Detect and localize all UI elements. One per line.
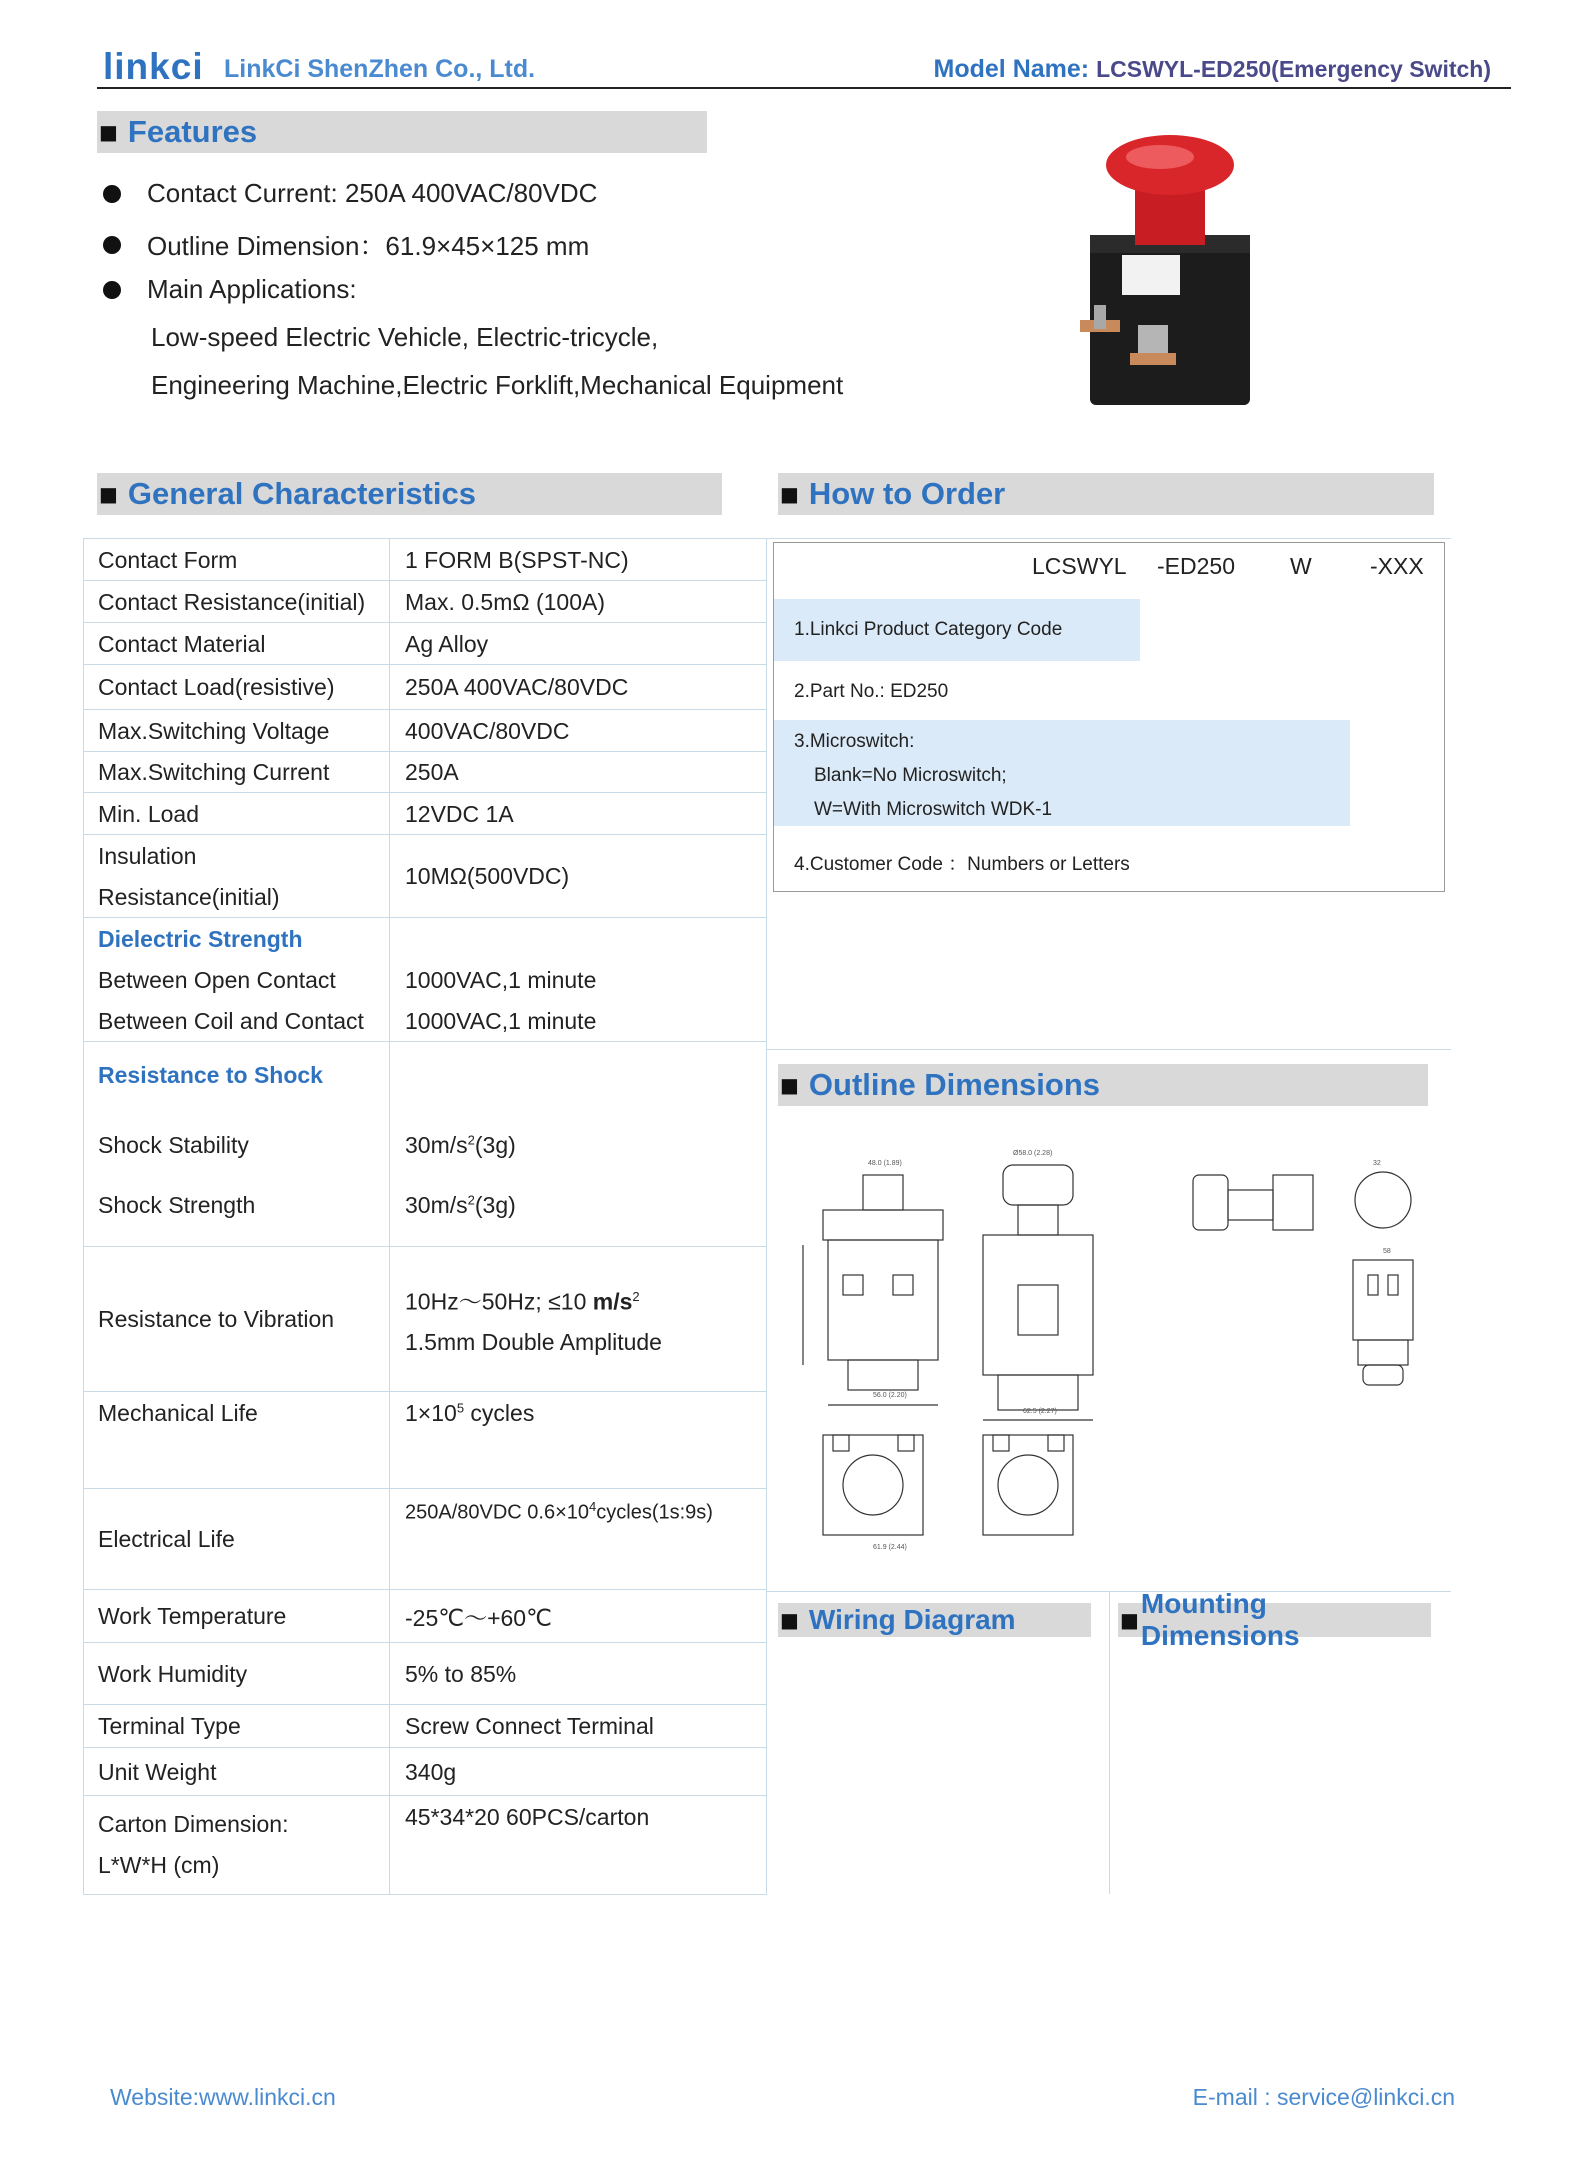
- header-divider: [97, 87, 1511, 89]
- row-label: Max.Switching Current: [98, 759, 330, 785]
- table-row: [83, 1246, 767, 1392]
- order-item: W=With Microswitch WDK-1: [814, 799, 1053, 820]
- row-label: Mechanical Life: [98, 1400, 258, 1426]
- svg-text:62.5 (2.27): 62.5 (2.27): [1023, 1408, 1057, 1415]
- frame-line: [1109, 1591, 1110, 1894]
- order-highlight: [774, 716, 1250, 717]
- model-value: LCSWYL-ED250(Emergency Switch): [1096, 56, 1491, 82]
- frame-line: [767, 1049, 1451, 1050]
- order-highlight: [774, 661, 1250, 662]
- order-item: 2.Part No.: ED250: [794, 681, 949, 702]
- application-line: Engineering Machine,Electric Forklift,Mechanical Equipment: [151, 370, 844, 400]
- table-row: [83, 1391, 767, 1489]
- row-label-line: Resistance(initial): [98, 883, 280, 910]
- bullet-square-icon: ■: [780, 482, 799, 506]
- mounting-title: Mounting Dimensions: [1140, 1588, 1300, 1651]
- row-label-line: Insulation: [98, 842, 197, 869]
- row-label-line: Carton Dimension:: [98, 1811, 289, 1837]
- feature-text: Outline Dimension：61.9×45×125 mm: [147, 231, 590, 261]
- table-row: [83, 664, 767, 710]
- row-value: 45*34*20 60PCS/carton: [405, 1804, 650, 1830]
- row-value: 250A 400VAC/80VDC: [405, 674, 629, 700]
- wiring-section-bar: [778, 1603, 1091, 1637]
- row-label: [98, 1042, 388, 1267]
- model-label: Model Name:: [933, 55, 1090, 83]
- order-section-bar: [778, 473, 1434, 515]
- row-value: 10MΩ(500VDC): [405, 863, 570, 889]
- svg-text:32: 32: [1373, 1160, 1381, 1167]
- features-title: Features: [127, 114, 258, 149]
- feature-item: [103, 178, 597, 209]
- order-item: 1.Linkci Product Category Code: [794, 619, 1063, 640]
- company-logo: linkci: [103, 46, 204, 87]
- row-label-line: Shock Stability: [98, 1132, 249, 1158]
- mounting-section-bar: [1118, 1588, 1431, 1651]
- order-code-microswitch: W: [1290, 553, 1312, 579]
- bullet-dot-icon: [103, 185, 121, 203]
- bullet-dot-icon: [103, 236, 121, 254]
- row-label: [98, 1796, 388, 1894]
- svg-text:48.0 (1.89): 48.0 (1.89): [868, 1160, 902, 1167]
- row-label: Contact Form: [98, 546, 238, 573]
- row-heading: Resistance to Shock: [98, 1062, 323, 1088]
- row-value: 250A: [405, 759, 459, 785]
- row-label: [98, 918, 388, 1042]
- row-label: Max.Switching Voltage: [98, 717, 330, 744]
- outline-section-bar: [778, 1064, 1428, 1106]
- row-value: 12VDC 1A: [405, 800, 514, 827]
- row-value-line: $30m/s^2(3g)$: [405, 1192, 516, 1218]
- table-row: [83, 1642, 767, 1705]
- application-line: Low-speed Electric Vehicle, Electric-tricycle,: [151, 322, 659, 352]
- row-value: Ag Alloy: [405, 630, 489, 657]
- svg-text:61.9 (2.44): 61.9 (2.44): [873, 1544, 907, 1551]
- row-label: Contact Material: [98, 630, 266, 657]
- frame-line: [767, 538, 1451, 539]
- table-row: [83, 792, 767, 835]
- company-name: LinkCi ShenZhen Co., Ltd.: [224, 55, 536, 83]
- order-item: Blank=No Microswitch;: [814, 765, 1007, 786]
- order-item: 3.Microswitch:: [794, 731, 915, 752]
- outline-dimension-drawing: [783, 1135, 1423, 1575]
- row-value: Max. 0.5mΩ (100A): [405, 588, 605, 615]
- emergency-switch-product-image: [1060, 125, 1280, 410]
- row-value-line: 1000VAC,1 minute: [405, 966, 597, 993]
- outline-title: Outline Dimensions: [808, 1067, 1101, 1102]
- row-value-line: $30m/s^2(3g)$: [405, 1132, 516, 1158]
- row-value: 250A/80VDC $0.6\times 10^4cycles(1s:9s)$: [405, 1499, 713, 1524]
- svg-text:Ø58.0 (2.28): Ø58.0 (2.28): [1013, 1150, 1053, 1157]
- row-heading: Dielectric Strength: [98, 925, 303, 952]
- order-title: How to Order: [808, 476, 1006, 511]
- wiring-title: Wiring Diagram: [808, 1604, 1016, 1635]
- row-value: [405, 918, 765, 1042]
- row-label: Work Temperature: [98, 1603, 287, 1629]
- order-code-part: -ED250: [1157, 553, 1235, 579]
- row-value: Screw Connect Terminal: [405, 1713, 654, 1739]
- bullet-square-icon: ■: [780, 1608, 799, 1632]
- row-label: Unit Weight: [98, 1758, 217, 1785]
- table-row: [83, 917, 767, 1042]
- general-section-bar: [97, 473, 722, 515]
- row-label: Contact Resistance(initial): [98, 588, 366, 615]
- svg-text:58: 58: [1383, 1248, 1391, 1255]
- row-label: Resistance to Vibration: [98, 1306, 335, 1332]
- row-label-line: Between Open Contact: [98, 966, 336, 993]
- feature-text: Contact Current: 250A 400VAC/80VDC: [147, 178, 598, 208]
- bullet-dot-icon: [103, 281, 121, 299]
- table-row: [83, 834, 767, 918]
- row-label-line: L*W*H (cm): [98, 1852, 220, 1878]
- row-label: Contact Load(resistive): [98, 674, 335, 700]
- row-label: Electrical Life: [98, 1526, 235, 1552]
- row-value: [405, 1247, 765, 1392]
- order-code-customer: -XXX: [1370, 553, 1424, 579]
- row-label-line: Shock Strength: [98, 1192, 256, 1218]
- bullet-square-icon: ■: [780, 1073, 799, 1097]
- feature-item: [103, 226, 589, 263]
- table-row: [83, 1589, 767, 1643]
- row-label: Terminal Type: [98, 1713, 241, 1739]
- table-row: [83, 580, 767, 623]
- table-row: [83, 1041, 767, 1247]
- table-row: [83, 1795, 767, 1895]
- features-section-bar: [97, 111, 707, 153]
- table-row: [83, 751, 767, 793]
- table-row: [83, 709, 767, 752]
- email-link[interactable]: E-mail : service@linkci.cn: [1192, 2084, 1455, 2110]
- bullet-square-icon: ■: [99, 120, 118, 144]
- website-link[interactable]: Website:www.linkci.cn: [110, 2084, 336, 2110]
- row-value: 340g: [405, 1758, 457, 1785]
- order-item: 4.Customer Code ：Numbers or Letters: [794, 854, 1130, 875]
- table-row: [83, 1488, 767, 1590]
- bullet-square-icon: ■: [1120, 1608, 1139, 1632]
- table-row: [83, 1704, 767, 1748]
- model-name: [934, 55, 1491, 84]
- row-value: 1 FORM B(SPST-NC): [405, 546, 629, 573]
- bullet-square-icon: ■: [99, 482, 118, 506]
- row-label: [98, 835, 388, 918]
- row-value-line: 1000VAC,1 minute: [405, 1007, 597, 1034]
- row-value-line: 10Hz～50Hz; ≤10 $m/s^2$: [405, 1288, 640, 1315]
- row-label: Min. Load: [98, 800, 200, 827]
- row-value: -25℃～+60℃: [405, 1605, 552, 1631]
- row-value: $1\times 10^5$ cycles: [405, 1400, 535, 1426]
- characteristics-table: [83, 538, 767, 1894]
- table-row: [83, 622, 767, 665]
- order-code-prefix: LCSWYL: [1032, 553, 1127, 579]
- row-value: 400VAC/80VDC: [405, 717, 570, 744]
- row-label: Work Humidity: [98, 1660, 248, 1687]
- row-value: 5% to 85%: [405, 1660, 517, 1687]
- row-label-line: Between Coil and Contact: [98, 1007, 364, 1034]
- feature-text: Main Applications:: [147, 274, 357, 304]
- order-code-box: [773, 542, 1445, 892]
- table-row: [83, 538, 767, 581]
- svg-text:56.0 (2.20): 56.0 (2.20): [873, 1392, 907, 1399]
- row-value-line: 1.5mm Double Amplitude: [405, 1329, 662, 1356]
- feature-item: [103, 274, 357, 305]
- general-title: General Characteristics: [127, 476, 476, 511]
- table-row: [83, 1747, 767, 1796]
